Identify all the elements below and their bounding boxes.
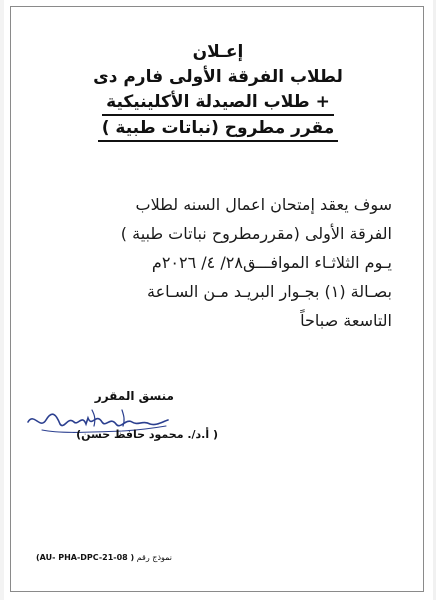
course-line bbox=[40, 116, 396, 142]
announcement-body bbox=[32, 190, 392, 335]
body-line-3: يـوم الثلاثـاء الموافـــق٢٨/ ٤/ ٢٠٢٦م bbox=[151, 253, 392, 272]
form-number bbox=[36, 553, 172, 562]
scan-edge-left bbox=[0, 0, 4, 600]
body-line-4: بصـالة (١) بجـوار البريـد مـن السـاعة bbox=[147, 282, 392, 301]
body-line-5: التاسعة صباحاً bbox=[300, 311, 392, 330]
form-label: نموذج رقم bbox=[136, 553, 172, 562]
clinical-pharmacy-text: + طلاب الصيدلة الأكلينيكية bbox=[102, 91, 334, 116]
professor-name: ( أ.د/. محمود حافظ حسن) bbox=[76, 428, 218, 441]
announcement-header bbox=[40, 40, 396, 142]
course-text: مقرر مطروح (نباتات طبية ) bbox=[98, 117, 339, 142]
body-line-1: سوف يعقد إمتحان اعمال السنه لطلاب bbox=[135, 195, 392, 214]
body-line-2: الفرقة الأولى (مقررمطروح نباتات طبية ) bbox=[120, 224, 392, 243]
coordinator-label: منسق المقرر bbox=[94, 389, 174, 403]
announcement-title: إعـلان bbox=[192, 42, 244, 62]
form-code: (AU- PHA-DPC-21-08 ) bbox=[36, 553, 135, 562]
target-students-line: لطلاب الفرقة الأولى فارم دى bbox=[93, 67, 343, 87]
signature-block bbox=[34, 388, 174, 404]
clinical-pharmacy-line bbox=[40, 90, 396, 116]
